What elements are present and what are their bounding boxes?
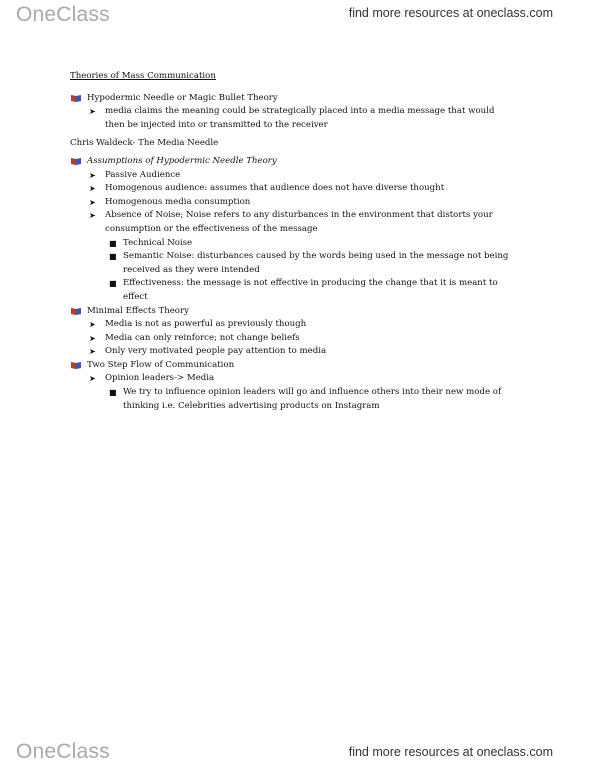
footer-tagline[interactable]: find more resources at oneclass.com	[348, 745, 553, 759]
list-item	[70, 386, 540, 400]
item-text: Passive Audience	[105, 169, 181, 180]
item-text: media claims the meaning could be strategically placed into a media message that would	[105, 106, 495, 117]
item-text: Minimal Effects Theory	[87, 305, 189, 316]
list-item	[70, 155, 540, 169]
header-tagline[interactable]: find more resources at oneclass.com	[348, 6, 553, 20]
item-text: Absence of Noise; Noise refers to any disturbances in the environment that distorts your	[105, 210, 493, 221]
list-item	[70, 277, 540, 291]
arrow-icon: ➤	[89, 211, 96, 221]
list-item	[70, 196, 540, 210]
logo-text: OneClass	[16, 3, 110, 26]
arrow-icon: ➤	[89, 170, 96, 180]
square-icon: ■	[109, 388, 117, 398]
logo-text: OneClass	[16, 740, 110, 763]
list-item	[70, 318, 540, 332]
arrow-icon: ➤	[89, 374, 96, 384]
arrow-icon: ➤	[89, 347, 96, 357]
item-text: Effectiveness: the message is not effective in producing the change that it is meant to	[123, 278, 498, 289]
book-icon	[71, 305, 81, 319]
item-text: Hypodermic Needle or Magic Bullet Theory	[87, 92, 278, 103]
item-text: Homogenous media consumption	[105, 196, 251, 207]
oneclass-logo[interactable]	[16, 3, 110, 27]
item-text: Only very motivated people pay attention to media	[105, 346, 327, 357]
item-continuation: effect	[123, 291, 148, 302]
arrow-icon: ➤	[89, 197, 96, 207]
book-icon	[71, 359, 81, 373]
item-text: Homogenous audience: assumes that audience does not have diverse thought	[105, 183, 445, 194]
square-icon: ■	[109, 238, 117, 248]
list-item	[70, 169, 540, 183]
section-heading: Chris Waldeck- The Media Needle	[70, 138, 219, 149]
item-continuation: received as they were intended	[123, 264, 260, 275]
item-text: Media can only reinforce; not change beliefs	[105, 332, 300, 343]
book-icon	[71, 155, 81, 169]
item-text: Assumptions of Hypodermic Needle Theory	[87, 155, 277, 166]
list-item	[70, 182, 540, 196]
item-continuation: then be injected into or transmitted to the receiver	[105, 119, 328, 130]
arrow-icon: ➤	[89, 184, 96, 194]
item-text: Two Step Flow of Communication	[87, 359, 235, 370]
arrow-icon: ➤	[89, 320, 96, 330]
item-text: Media is not as powerful as previously though	[105, 319, 307, 330]
item-continuation: thinking i.e. Celebrities advertising products on Instagram	[123, 400, 380, 411]
list-item	[70, 345, 540, 359]
oneclass-logo-footer[interactable]	[16, 740, 110, 764]
list-item	[70, 372, 540, 386]
list-item	[70, 237, 540, 251]
list-item	[70, 209, 540, 223]
item-text: Technical Noise	[123, 237, 193, 248]
item-text: We try to influence opinion leaders will go and influence others into their new mode of	[123, 387, 502, 398]
document-body	[70, 70, 540, 413]
list-item	[70, 332, 540, 346]
arrow-icon: ➤	[89, 107, 96, 117]
list-item	[70, 359, 540, 373]
square-icon: ■	[109, 252, 117, 262]
list-item	[70, 105, 540, 119]
list-item	[70, 305, 540, 319]
item-text: Opinion leaders-> Media	[105, 373, 215, 384]
document-title: Theories of Mass Communication	[70, 71, 216, 81]
list-item	[70, 250, 540, 264]
square-icon: ■	[109, 279, 117, 289]
book-icon	[71, 92, 81, 106]
item-continuation: consumption or the effectiveness of the message	[105, 223, 318, 234]
arrow-icon: ➤	[89, 333, 96, 343]
list-item	[70, 92, 540, 106]
item-text: Semantic Noise: disturbances caused by the words being used in the message not being	[123, 251, 509, 262]
